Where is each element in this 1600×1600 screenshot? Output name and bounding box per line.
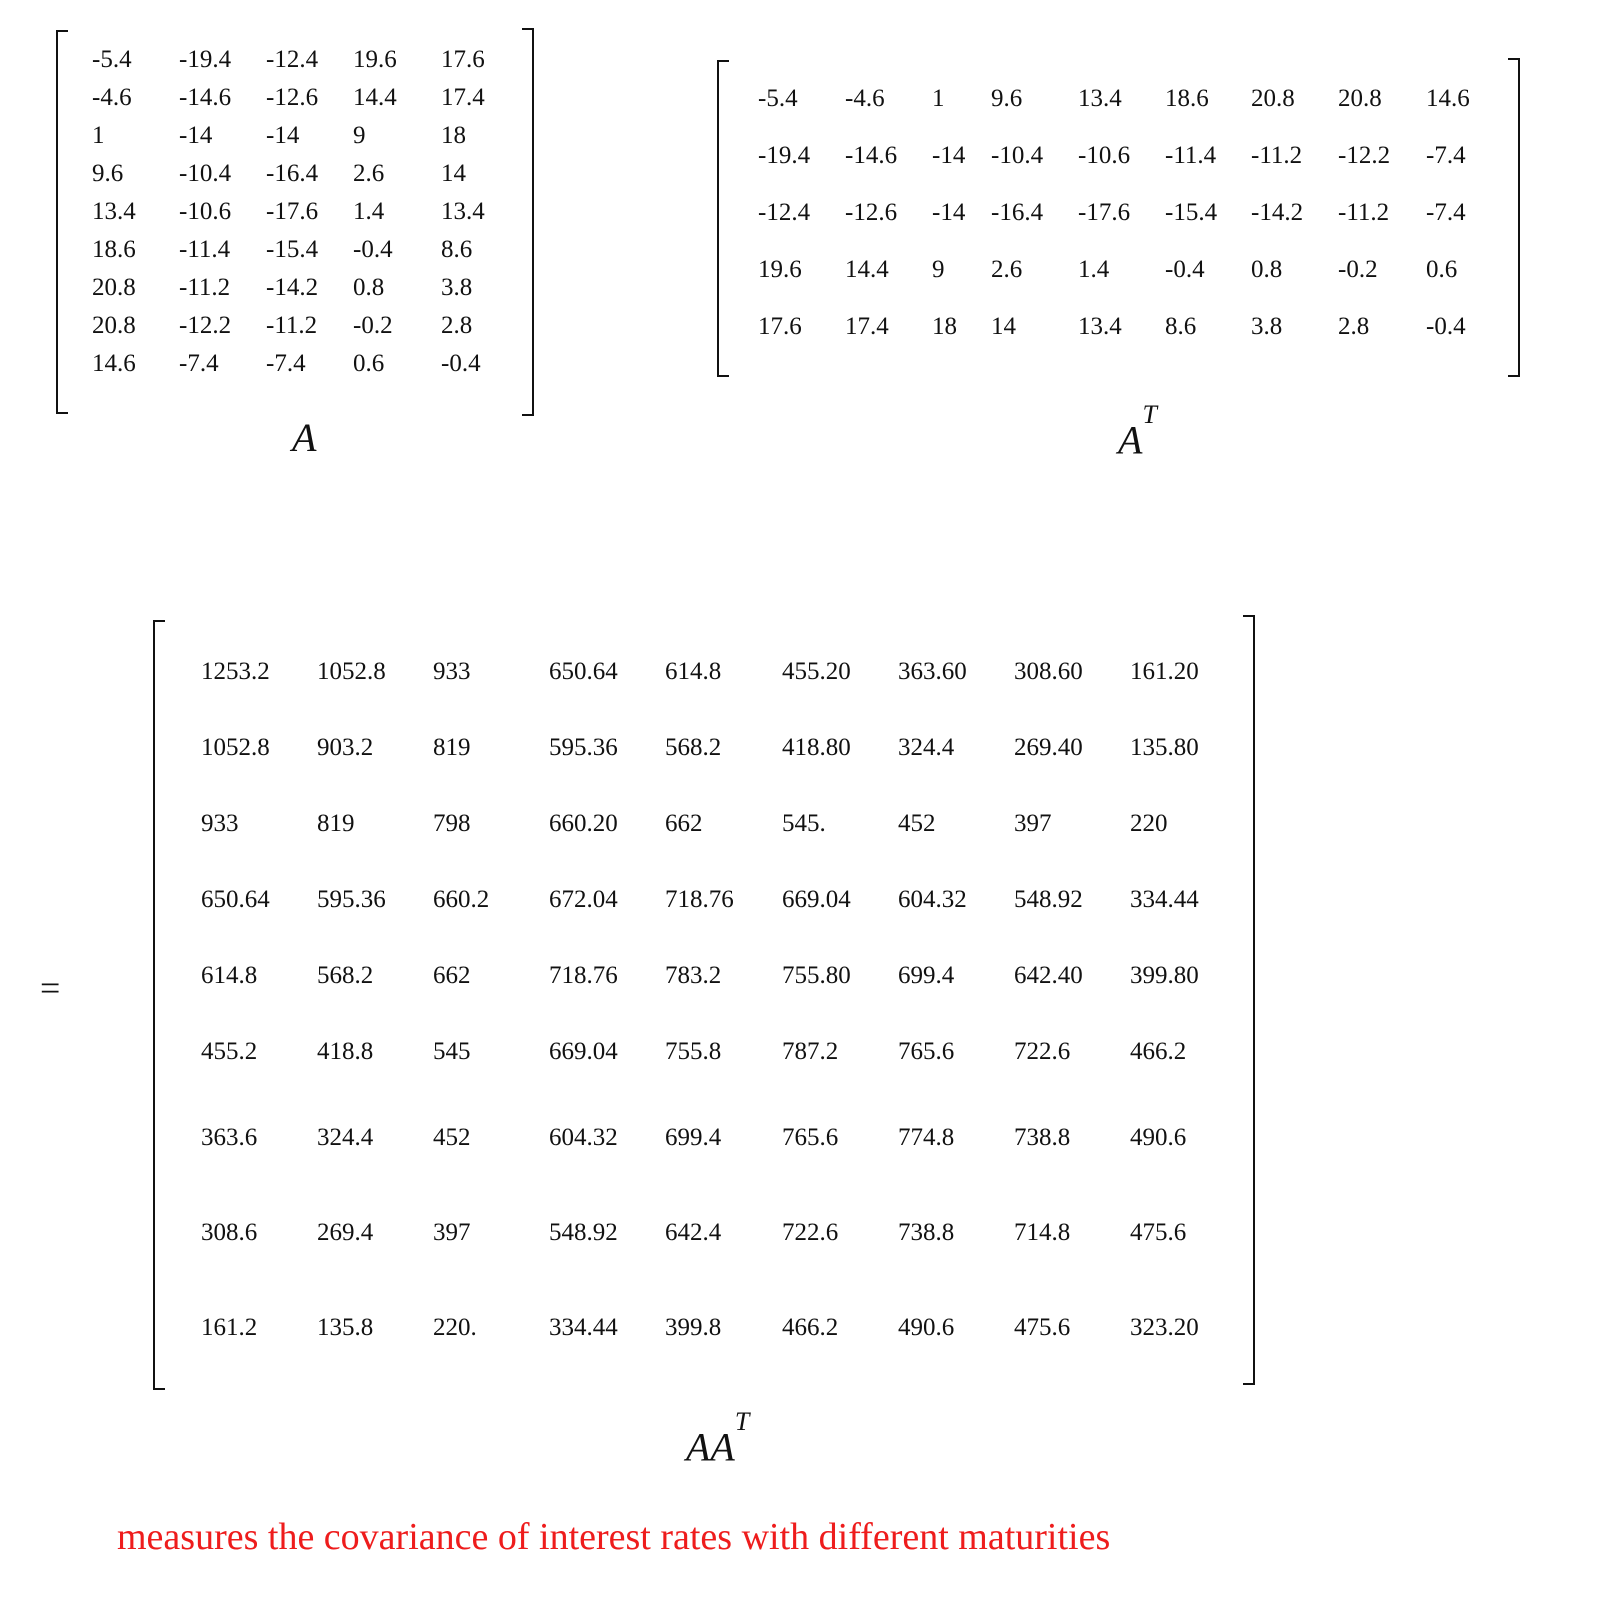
matrix-aat-cell: 765.6	[898, 1038, 955, 1065]
matrix-aat-cell: 418.80	[782, 734, 851, 761]
matrix-aat-cell: 548.92	[549, 1219, 618, 1246]
matrix-aat-cell: 324.4	[317, 1124, 374, 1151]
matrix-aat-cell: 568.2	[665, 734, 722, 761]
matrix-aat-cell: 323.20	[1130, 1314, 1199, 1341]
matrix-at-cell: -14.6	[845, 142, 898, 169]
matrix-a-cell: -0.2	[353, 312, 393, 339]
matrix-aat-cell: 595.36	[549, 734, 618, 761]
matrix-at-cell: -12.4	[758, 199, 811, 226]
matrix-at-cell: -0.4	[1426, 313, 1466, 340]
matrix-aat-cell: 642.4	[665, 1219, 722, 1246]
matrix-aat-cell: 722.6	[1014, 1038, 1071, 1065]
matrix-a-cell: -14.2	[266, 274, 319, 301]
matrix-at-cell: -15.4	[1165, 199, 1218, 226]
matrix-at-cell: -14	[932, 199, 966, 226]
matrix-at-cell: -5.4	[758, 85, 798, 112]
matrix-at-cell: 17.4	[845, 313, 889, 340]
matrix-a-cell: 14	[441, 160, 466, 187]
matrix-aat-cell: 662	[665, 810, 703, 837]
matrix-at-cell: -17.6	[1078, 199, 1131, 226]
matrix-a-cell: 8.6	[441, 236, 473, 263]
matrix-a-cell: 19.6	[353, 46, 397, 73]
matrix-aat-cell: 490.6	[1130, 1124, 1187, 1151]
matrix-aat-cell: 738.8	[898, 1219, 955, 1246]
matrix-aat-cell: 755.80	[782, 962, 851, 989]
matrix-aat-cell: 220	[1130, 810, 1168, 837]
matrix-aat-cell: 490.6	[898, 1314, 955, 1341]
matrix-aat-cell: 135.80	[1130, 734, 1199, 761]
matrix-a-cell: 17.6	[441, 46, 485, 73]
matrix-at-cell: -16.4	[991, 199, 1044, 226]
matrix-aat-cell: 1052.8	[201, 734, 270, 761]
equals-sign: =	[40, 968, 61, 1008]
matrix-aat-cell: 774.8	[898, 1124, 955, 1151]
matrix-at-cell: -10.4	[991, 142, 1044, 169]
matrix-at-cell: -0.2	[1338, 256, 1378, 283]
matrix-aat-cell: 220.	[433, 1314, 477, 1341]
matrix-aat-cell: 699.4	[898, 962, 955, 989]
matrix-at-cell: 13.4	[1078, 313, 1122, 340]
matrix-at-cell: 17.6	[758, 313, 802, 340]
matrix-at-cell: 1.4	[1078, 256, 1110, 283]
matrix-aat-cell: 308.6	[201, 1219, 258, 1246]
matrix-a-cell: -4.6	[92, 84, 132, 111]
matrix-aat-cell: 933	[201, 810, 239, 837]
matrix-a-cell: -17.6	[266, 198, 319, 225]
matrix-a-cell: -7.4	[266, 350, 306, 377]
matrix-at-cell: -14	[932, 142, 966, 169]
matrix-aat-cell: 455.20	[782, 658, 851, 685]
matrix-a-cell: -15.4	[266, 236, 319, 263]
matrix-at-cell: -7.4	[1426, 199, 1466, 226]
matrix-a-cell: 3.8	[441, 274, 473, 301]
matrix-a-cell: 20.8	[92, 312, 136, 339]
matrix-aat-cell: 475.6	[1014, 1314, 1071, 1341]
matrix-a-cell: -5.4	[92, 46, 132, 73]
matrix-a-cell: 1	[92, 122, 105, 149]
matrix-aat-cell: 819	[433, 734, 471, 761]
matrix-at-cell: 8.6	[1165, 313, 1197, 340]
matrix-aat-cell: 669.04	[782, 886, 851, 913]
matrix-aat-cell: 650.64	[549, 658, 618, 685]
matrix-aat-cell: 614.8	[201, 962, 258, 989]
matrix-aat-cell: 819	[317, 810, 355, 837]
matrix-aat-cell: 614.8	[665, 658, 722, 685]
matrix-a-cell: -14	[266, 122, 300, 149]
matrix-aat-cell: 722.6	[782, 1219, 839, 1246]
matrix-at-cell: -0.4	[1165, 256, 1205, 283]
matrix-aat-cell: 662	[433, 962, 471, 989]
matrix-a-cell: 9.6	[92, 160, 124, 187]
matrix-a-cell: 14.6	[92, 350, 136, 377]
matrix-aat-cell: 397	[1014, 810, 1052, 837]
matrix-aat-cell: 418.8	[317, 1038, 374, 1065]
matrix-at-cell: -11.4	[1165, 142, 1217, 169]
matrix-aat-cell: 452	[898, 810, 936, 837]
matrix-a-cell: -14	[179, 122, 213, 149]
matrix-at-cell: -12.2	[1338, 142, 1391, 169]
matrix-a-cell: -12.6	[266, 84, 319, 111]
matrix-aat-cell: 933	[433, 658, 471, 685]
matrix-aat-cell: 714.8	[1014, 1219, 1071, 1246]
matrix-a-cell: -11.2	[266, 312, 318, 339]
matrix-at-cell: 18.6	[1165, 85, 1209, 112]
matrix-a-cell: -7.4	[179, 350, 219, 377]
matrix-aat-cell: 660.2	[433, 886, 490, 913]
matrix-aat-right-bracket	[1243, 615, 1255, 1385]
matrix-aat-cell: 308.60	[1014, 658, 1083, 685]
matrix-aat-cell: 466.2	[1130, 1038, 1187, 1065]
matrix-a-cell: 2.6	[353, 160, 385, 187]
matrix-a-label: A	[292, 415, 317, 460]
matrix-a-cell: 18	[441, 122, 466, 149]
matrix-at-cell: -14.2	[1251, 199, 1304, 226]
matrix-at-label: $A^T$	[1118, 400, 1157, 463]
matrix-at-cell: -10.6	[1078, 142, 1131, 169]
matrix-a-cell: -10.6	[179, 198, 232, 225]
matrix-a-cell: 17.4	[441, 84, 485, 111]
matrix-aat-cell: 475.6	[1130, 1219, 1187, 1246]
matrix-at-cell: -7.4	[1426, 142, 1466, 169]
matrix-at-cell: 14.4	[845, 256, 889, 283]
matrix-at-cell: -11.2	[1251, 142, 1303, 169]
matrix-at-cell: -19.4	[758, 142, 811, 169]
matrix-aat-cell: 466.2	[782, 1314, 839, 1341]
matrix-at-cell: 1	[932, 85, 945, 112]
matrix-a-cell: -12.4	[266, 46, 319, 73]
matrix-aat-label: $AA^T$	[686, 1407, 750, 1470]
matrix-aat-cell: 642.40	[1014, 962, 1083, 989]
matrix-aat-cell: 545	[433, 1038, 471, 1065]
matrix-at-cell: 14	[991, 313, 1016, 340]
matrix-aat-cell: 1052.8	[317, 658, 386, 685]
matrix-a-cell: 13.4	[92, 198, 136, 225]
matrix-aat-cell: 568.2	[317, 962, 374, 989]
matrix-aat-cell: 669.04	[549, 1038, 618, 1065]
matrix-a-cell: 20.8	[92, 274, 136, 301]
matrix-a-cell: 9	[353, 122, 366, 149]
matrix-aat-cell: 604.32	[549, 1124, 618, 1151]
matrix-at-cell: 2.6	[991, 256, 1023, 283]
matrix-a-cell: 1.4	[353, 198, 385, 225]
matrix-a-cell: 13.4	[441, 198, 485, 225]
matrix-aat-cell: 452	[433, 1124, 471, 1151]
matrix-aat-cell: 699.4	[665, 1124, 722, 1151]
matrix-aat-cell: 161.20	[1130, 658, 1199, 685]
matrix-aat-cell: 903.2	[317, 734, 374, 761]
matrix-at-cell: 20.8	[1251, 85, 1295, 112]
matrix-at-cell: 2.8	[1338, 313, 1370, 340]
matrix-aat-cell: 783.2	[665, 962, 722, 989]
matrix-a-cell: 18.6	[92, 236, 136, 263]
matrix-aat-cell: 604.32	[898, 886, 967, 913]
matrix-aat-cell: 334.44	[549, 1314, 618, 1341]
matrix-a-cell: -0.4	[353, 236, 393, 263]
matrix-aat-cell: 455.2	[201, 1038, 258, 1065]
matrix-aat-cell: 650.64	[201, 886, 270, 913]
matrix-aat-cell: 135.8	[317, 1314, 374, 1341]
matrix-at-cell: 18	[932, 313, 957, 340]
matrix-aat-cell: 718.76	[549, 962, 618, 989]
matrix-a-cell: 0.8	[353, 274, 385, 301]
matrix-at-cell: 13.4	[1078, 85, 1122, 112]
matrix-at-cell: 9	[932, 256, 945, 283]
matrix-a-cell: 2.8	[441, 312, 473, 339]
matrix-a-cell: -12.2	[179, 312, 232, 339]
matrix-a-cell: -19.4	[179, 46, 232, 73]
matrix-aat-cell: 363.60	[898, 658, 967, 685]
matrix-at-cell: 3.8	[1251, 313, 1283, 340]
matrix-at-cell: 19.6	[758, 256, 802, 283]
matrix-at-cell: -11.2	[1338, 199, 1390, 226]
matrix-at-cell: -4.6	[845, 85, 885, 112]
matrix-a-cell: -11.2	[179, 274, 231, 301]
matrix-at-cell: 20.8	[1338, 85, 1382, 112]
matrix-aat-cell: 718.76	[665, 886, 734, 913]
matrix-aat-cell: 787.2	[782, 1038, 839, 1065]
matrix-a-cell: -10.4	[179, 160, 232, 187]
matrix-a-cell: -11.4	[179, 236, 231, 263]
matrix-aat-cell: 545.	[782, 810, 826, 837]
matrix-aat-cell: 399.80	[1130, 962, 1199, 989]
matrix-aat-cell: 161.2	[201, 1314, 258, 1341]
matrix-aat-cell: 334.44	[1130, 886, 1199, 913]
matrix-aat-cell: 324.4	[898, 734, 955, 761]
matrix-aat-cell: 269.40	[1014, 734, 1083, 761]
matrix-aat-left-bracket	[153, 620, 165, 1390]
matrix-aat-cell: 660.20	[549, 810, 618, 837]
matrix-a-cell: -0.4	[441, 350, 481, 377]
matrix-at-cell: -12.6	[845, 199, 898, 226]
matrix-a-cell: -16.4	[266, 160, 319, 187]
matrix-at-cell: 0.6	[1426, 256, 1458, 283]
matrix-aat-cell: 755.8	[665, 1038, 722, 1065]
matrix-aat-cell: 765.6	[782, 1124, 839, 1151]
matrix-aat-cell: 397	[433, 1219, 471, 1246]
matrix-aat-cell: 595.36	[317, 886, 386, 913]
matrix-at-cell: 9.6	[991, 85, 1023, 112]
matrix-aat-cell: 672.04	[549, 886, 618, 913]
caption: measures the covariance of interest rates with different maturities	[117, 1516, 1111, 1558]
matrix-aat-cell: 399.8	[665, 1314, 722, 1341]
matrix-aat-cell: 363.6	[201, 1124, 258, 1151]
matrix-aat-cell: 269.4	[317, 1219, 374, 1246]
matrix-aat-cell: 1253.2	[201, 658, 270, 685]
matrix-a-cell: -14.6	[179, 84, 232, 111]
matrix-a-cell: 14.4	[353, 84, 397, 111]
matrix-aat-cell: 548.92	[1014, 886, 1083, 913]
matrix-aat-cell: 738.8	[1014, 1124, 1071, 1151]
matrix-a-cell: 0.6	[353, 350, 385, 377]
matrix-aat-cell: 798	[433, 810, 471, 837]
matrix-at-cell: 0.8	[1251, 256, 1283, 283]
matrix-at-cell: 14.6	[1426, 85, 1470, 112]
